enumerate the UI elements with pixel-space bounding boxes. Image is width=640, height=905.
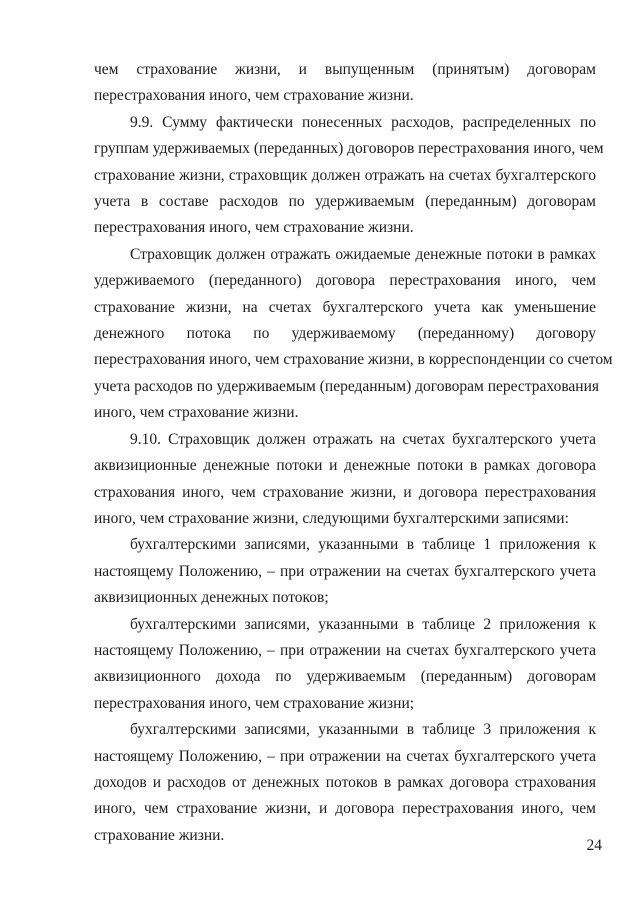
- page-number: 24: [586, 837, 602, 854]
- text-line: иного, чем страхование жизни, и договора перестрахования иного, чем: [94, 800, 596, 818]
- text-line: бухгалтерскими записями, указанными в таблице 3 приложения к: [130, 721, 596, 739]
- text-line: чем страхование жизни, и выпущенным (принятым) договорам: [94, 61, 596, 78]
- text-line: иного, чем страхование жизни, следующими бухгалтерскими записями:: [94, 509, 569, 527]
- text-line: бухгалтерскими записями, указанными в таблице 2 приложения к: [130, 615, 596, 633]
- text-line: доходов и расходов от денежных потоков в рамках договора страхования: [94, 773, 596, 791]
- text-line: настоящему Положению, – при отражении на счетах бухгалтерского учета: [94, 562, 596, 580]
- text-line: группам удерживаемых (переданных) договоров перестрахования иного, чем: [94, 140, 604, 158]
- text-line: иного, чем страхование жизни.: [94, 404, 299, 422]
- text-line: страхование жизни.: [94, 826, 225, 844]
- text-line: страхование жизни, на счетах бухгалтерского учета как уменьшение: [94, 298, 596, 316]
- text-line: страхования иного, чем страхование жизни, и договора перестрахования: [94, 483, 596, 501]
- text-line: Страховщик должен отражать ожидаемые денежные потоки в рамках: [130, 245, 596, 263]
- text-line: аквизиционного дохода по удерживаемым (переданным) договорам: [94, 668, 596, 686]
- paragraph-expected-cash-flows: [94, 242, 613, 427]
- text-line: аквизиционных денежных потоков;: [94, 589, 329, 607]
- paragraph-table-1: [94, 532, 596, 611]
- text-line: перестрахования иного, чем страхование жизни, в корреспонденции со счетом: [94, 351, 613, 369]
- text-line: перестрахования иного, чем страхование жизни.: [94, 219, 414, 237]
- paragraph-table-3: [94, 717, 596, 849]
- text-line: учета расходов по удерживаемым (переданным) договорам перестрахования: [94, 377, 600, 395]
- text-line: удерживаемого (переданного) договора перестрахования иного, чем: [94, 272, 596, 290]
- paragraph-9-9: [94, 110, 604, 242]
- text-line: учета в составе расходов по удерживаемым (переданным) договорам: [94, 193, 596, 211]
- text-line: настоящему Положению, – при отражении на счетах бухгалтерского учета: [94, 641, 596, 659]
- text-line: перестрахования иного, чем страхование жизни;: [94, 694, 415, 712]
- paragraph-continuation: [94, 57, 596, 110]
- text-line: настоящему Положению, – при отражении на счетах бухгалтерского учета: [94, 747, 596, 765]
- text-line: страхование жизни, страховщик должен отражать на счетах бухгалтерского: [94, 166, 596, 184]
- text-line: 9.9. Сумму фактически понесенных расходов, распределенных по: [130, 113, 596, 131]
- text-line: бухгалтерскими записями, указанными в таблице 1 приложения к: [130, 536, 596, 554]
- text-line: перестрахования иного, чем страхование жизни.: [94, 87, 414, 105]
- paragraph-table-2: [94, 612, 596, 718]
- text-line: 9.10. Страховщик должен отражать на счетах бухгалтерского учета: [130, 430, 596, 448]
- paragraph-9-10: [94, 427, 596, 533]
- text-line: аквизиционные денежные потоки и денежные потоки в рамках договора: [94, 457, 596, 475]
- text-line: денежного потока по удерживаемому (переданному) договору: [94, 325, 596, 343]
